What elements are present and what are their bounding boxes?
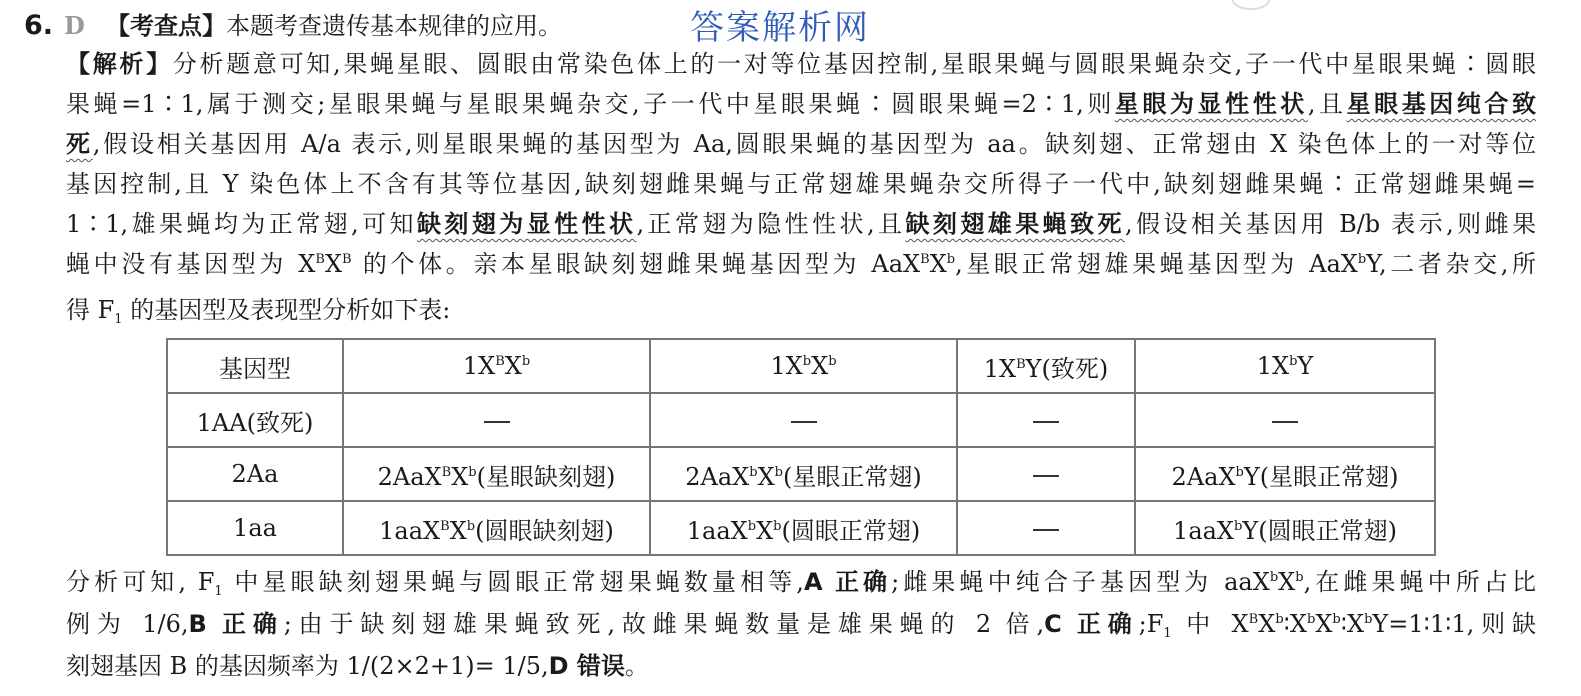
table-header-cell: $1X^BY$(致死) bbox=[957, 339, 1135, 393]
analysis-text: ,且 bbox=[1307, 90, 1347, 118]
analysis-text: 的个体。亲本星眼缺刻翅雌果蝇基因型为 AaX bbox=[362, 250, 921, 278]
analysis-line-3 bbox=[66, 124, 1536, 164]
analysis-line-5 bbox=[66, 204, 1536, 244]
table-header-cell: $1X^bY$ bbox=[1135, 339, 1435, 393]
table-cell bbox=[957, 393, 1135, 447]
table-cell: $2AaX^bX^b$(星眼正常翅) bbox=[650, 447, 957, 501]
conclusion-text: ;雌果蝇中纯合子基因型为 aaX bbox=[891, 568, 1270, 596]
analysis-text: ,假设相关基因用 B/b 表示,则雌果 bbox=[1124, 210, 1537, 238]
analysis-text: 果蝇=1∶1,属于测交;星眼果蝇与星眼果蝇杂交,子一代中星眼果蝇∶圆眼果蝇=2∶1,则 bbox=[66, 90, 1115, 118]
question-number: 6. bbox=[24, 10, 54, 41]
empty-dash bbox=[484, 421, 510, 423]
table-cell: $2AaX^BX^b$(星眼缺刻翅) bbox=[343, 447, 650, 501]
table-header-row bbox=[167, 339, 1435, 393]
table-cell bbox=[957, 501, 1135, 555]
conclusion-text: ;由于缺刻翅雄果蝇致死,故雌果蝇数量是雄果蝇的 2 倍, bbox=[283, 610, 1045, 638]
table-row bbox=[167, 501, 1435, 555]
empty-dash bbox=[1033, 475, 1059, 477]
topic-tag: 【考查点】 bbox=[106, 12, 226, 40]
table-cell bbox=[957, 447, 1135, 501]
key-point: 死 bbox=[66, 130, 93, 158]
analysis-text: 基因控制,且 Y 染色体上不含有其等位基因,缺刻翅雌果蝇与正常翅雄果蝇杂交所得子一代中,缺刻翅雌果蝇∶正常翅雌果蝇= bbox=[66, 170, 1536, 198]
conclusion-text: 分析可知, F bbox=[66, 568, 215, 596]
table-cell bbox=[650, 393, 957, 447]
verdict-c: C 正确 bbox=[1044, 610, 1139, 638]
analysis-text: ,假设相关基因用 A/a 表示,则星眼果蝇的基因型为 Aa,圆眼果蝇的基因型为 aa。缺刻翅、正常翅由 X 染色体上的一对等位 bbox=[92, 130, 1536, 158]
analysis-text: 分析题意可知,果蝇星眼、圆眼由常染色体上的一对等位基因控制,星眼果蝇与圆眼果蝇杂交,子一代中星眼果蝇∶圆眼 bbox=[172, 50, 1536, 78]
analysis-text: Y,二者杂交,所 bbox=[1366, 250, 1537, 278]
topic-text: 本题考查遗传基本规律的应用。 bbox=[226, 12, 562, 40]
topic-line bbox=[106, 6, 706, 46]
conclusion-text: 。 bbox=[624, 652, 649, 680]
empty-dash bbox=[791, 421, 817, 423]
analysis-text: 得 F bbox=[66, 296, 115, 324]
conclusion-text: ,在雌果蝇中所占比 bbox=[1303, 568, 1536, 596]
table-cell: $1aaX^bX^b$(圆眼正常翅) bbox=[650, 501, 957, 555]
table-cell bbox=[1135, 393, 1435, 447]
analysis-text: 蝇中没有基因型为 X bbox=[66, 250, 316, 278]
verdict-a: A 正确 bbox=[803, 568, 892, 596]
conclusion-line-1: 分析可知, $F_1$ 中星眼缺刻翅果蝇与圆眼正常翅果蝇数量相等,A 正确;雌果蝇中纯合子基因型为 $aaX^bX^b$,在雌果蝇中所占比 bbox=[66, 568, 1536, 599]
empty-dash bbox=[1033, 421, 1059, 423]
analysis-text: ,星眼正常翅雄果蝇基因型为 AaX bbox=[955, 250, 1358, 278]
table-cell: 2Aa bbox=[167, 447, 343, 501]
analysis-line-7: 得 $F_1$ 的基因型及表现型分析如下表: bbox=[66, 296, 451, 327]
analysis-line-6: 蝇中没有基因型为 $X^BX^B$ 的个体。亲本星眼缺刻翅雌果蝇基因型为 $AaX^BX^b$,星眼正常翅雄果蝇基因型为 AaX$^b$Y,二者杂交,所 bbox=[66, 250, 1537, 278]
conclusion-text: Y=1∶1∶1,则缺 bbox=[1372, 610, 1537, 638]
answer-letter: D bbox=[64, 11, 85, 40]
analysis-text: ,正常翅为隐性性状,且 bbox=[636, 210, 906, 238]
analysis-text: 的基因型及表现型分析如下表: bbox=[122, 296, 451, 324]
table-row bbox=[167, 393, 1435, 447]
table-cell: 1AA(致死) bbox=[167, 393, 343, 447]
key-point: 星眼基因纯合致 bbox=[1346, 90, 1536, 118]
table-header-cell: 基因型 bbox=[167, 339, 343, 393]
key-point: 缺刻翅为显性性状 bbox=[416, 210, 637, 238]
table-header-cell: $1X^BX^b$ bbox=[343, 339, 650, 393]
empty-dash bbox=[1033, 529, 1059, 531]
table-cell: 1aa bbox=[167, 501, 343, 555]
verdict-b: B 正确 bbox=[188, 610, 284, 638]
table-cell bbox=[343, 393, 650, 447]
analysis-line-1 bbox=[66, 44, 1536, 84]
genotype-table bbox=[166, 338, 1436, 556]
conclusion-line-3 bbox=[66, 646, 1536, 686]
conclusion-text: 中 X bbox=[1171, 610, 1249, 638]
empty-dash bbox=[1272, 421, 1298, 423]
analysis-text: 1∶1,雄果蝇均为正常翅,可知 bbox=[66, 210, 417, 238]
table-header-cell: $1X^bX^b$ bbox=[650, 339, 957, 393]
table-row bbox=[167, 447, 1435, 501]
conclusion-line-2: 例为 1/6,B 正确;由于缺刻翅雄果蝇致死,故雌果蝇数量是雄果蝇的 2 倍,C 正确$;F_1$ 中 $X^BX^b∶X^bX^b∶X^bY=1∶1∶1$,则缺 bbox=[66, 610, 1537, 641]
conclusion-text: ;F bbox=[1138, 610, 1164, 638]
analysis-line-4 bbox=[66, 164, 1536, 204]
conclusion-text: 例为 1/6, bbox=[66, 610, 189, 638]
table-cell: 1aaX$^b$Y(圆眼正常翅) bbox=[1135, 501, 1435, 555]
verdict-d: D 错误 bbox=[548, 652, 625, 680]
table-cell: $1aaX^BX^b$(圆眼缺刻翅) bbox=[343, 501, 650, 555]
analysis-tag: 【解析】 bbox=[66, 50, 173, 78]
table-cell: 2AaX$^b$Y(星眼正常翅) bbox=[1135, 447, 1435, 501]
conclusion-text: ∶X bbox=[1340, 610, 1365, 638]
conclusion-text: ∶X bbox=[1283, 610, 1307, 638]
conclusion-text: 中星眼缺刻翅果蝇与圆眼正常翅果蝇数量相等, bbox=[222, 568, 804, 596]
conclusion-text: 刻翅基因 B 的基因频率为 1/(2×2+1)= 1/5, bbox=[66, 652, 549, 680]
key-point: 星眼为显性性状 bbox=[1114, 90, 1308, 118]
key-point: 缺刻翅雄果蝇致死 bbox=[905, 210, 1125, 238]
watermark-text: 答案解析网 bbox=[690, 8, 870, 48]
analysis-line-2 bbox=[66, 84, 1536, 124]
decorative-mark bbox=[1232, 0, 1270, 10]
